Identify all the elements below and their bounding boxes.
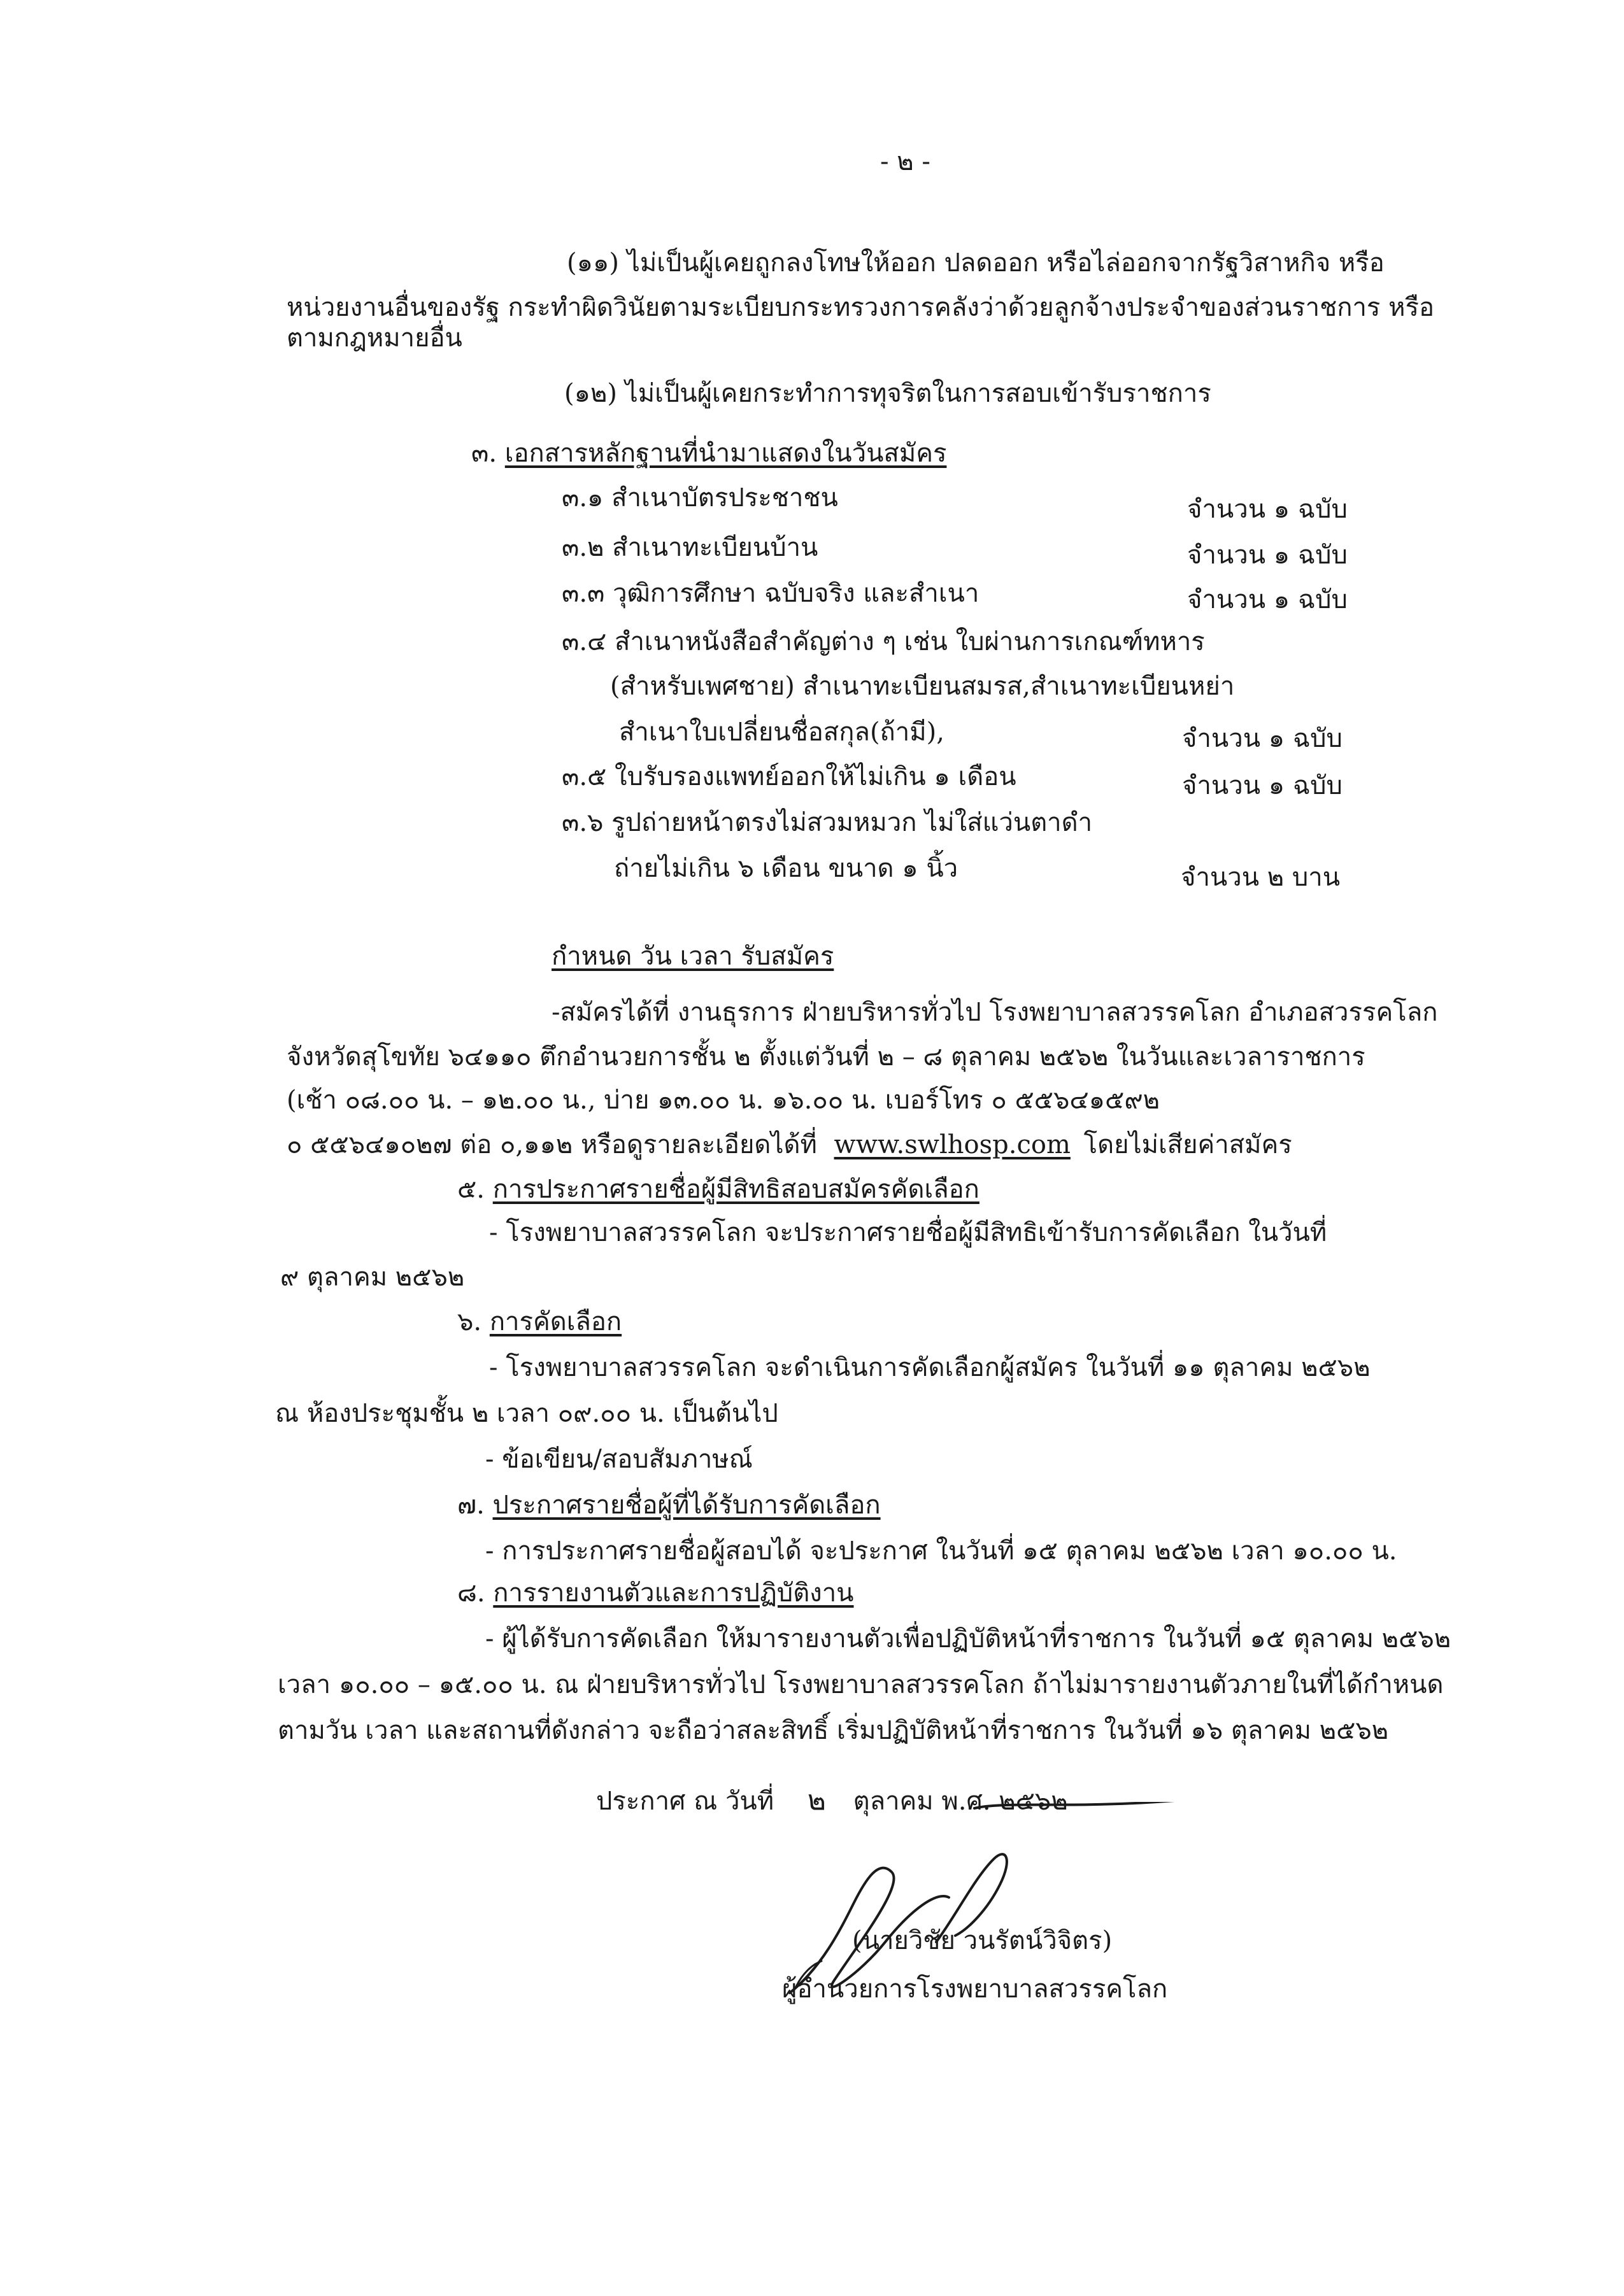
section-7-number: ๗. [457, 1491, 485, 1520]
clause-12: (๑๒) ไม่เป็นผู้เคยกระทำการทุจริตในการสอบเข้ารับราชการ [564, 379, 1211, 408]
announcement-day: ๒ [807, 1784, 826, 1817]
document-item: ๓.๒ สำเนาทะเบียนบ้าน [562, 533, 818, 562]
section-5-title: การประกาศรายชื่อผู้มีสิทธิสอบสมัครคัดเลือก [492, 1175, 979, 1204]
section-6-line-2: ณ ห้องประชุมชั้น ๒ เวลา ๐๙.๐๐ น. เป็นต้นไป [275, 1399, 778, 1428]
section-8-title: การรายงานตัวและการปฏิบัติงาน [493, 1578, 854, 1608]
document-item: ๓.๑ สำเนาบัตรประชาชน [562, 483, 838, 513]
schedule-contact: ๐ ๕๕๖๔๑๐๒๗ ต่อ ๐,๑๑๒ หรือดูรายละเอียดได้ที่ [287, 1130, 817, 1159]
document-item: สำเนาใบเปลี่ยนชื่อสกุล(ถ้ามี), [619, 718, 944, 747]
signatory-title: ผู้อำนวยการโรงพยาบาลสวรรคโลก [782, 1974, 1168, 2004]
clause-11-line-3: ตามกฎหมายอื่น [287, 323, 462, 353]
document-item: ถ่ายไม่เกิน ๖ เดือน ขนาด ๑ นิ้ว [614, 854, 958, 883]
section-8-number: ๘. [457, 1578, 485, 1608]
documents-heading [471, 436, 946, 471]
section-8-line-2: เวลา ๑๐.๐๐ – ๑๕.๐๐ น. ณ ฝ่ายบริหารทั่วไป โรงพยาบาลสวรรคโลก ถ้าไม่มารายงานตัวภายในที่ได้กำหนด [278, 1670, 1444, 1699]
document-quantity: จำนวน ๑ ฉบับ [1182, 771, 1343, 800]
schedule-heading: กำหนด วัน เวลา รับสมัคร [552, 942, 834, 971]
documents-heading-text: เอกสารหลักฐานที่นำมาแสดงในวันสมัคร [504, 439, 947, 468]
section-5-line-1: - โรงพยาบาลสวรรคโลก จะประกาศรายชื่อผู้มีสิทธิเข้ารับการคัดเลือก ในวันที่ [489, 1218, 1327, 1247]
schedule-fee-note: โดยไม่เสียค่าสมัคร [1083, 1130, 1292, 1159]
schedule-line-2: จังหวัดสุโขทัย ๖๔๑๑๐ ตึกอำนวยการชั้น ๒ ตั้งแต่วันที่ ๒ – ๘ ตุลาคม ๒๕๖๒ ในวันและเวลาราชการ [287, 1042, 1365, 1072]
document-item: (สำหรับเพศชาย) สำเนาทะเบียนสมรส,สำเนาทะเบียนหย่า [610, 672, 1235, 701]
section-8-line-1: - ผู้ได้รับการคัดเลือก ให้มารายงานตัวเพื่อปฏิบัติหน้าที่ราชการ ในวันที่ ๑๕ ตุลาคม ๒๕๖๒ [485, 1624, 1451, 1654]
schedule-line-4 [287, 1127, 1292, 1163]
section-6-heading [457, 1304, 622, 1340]
section-5-number: ๕. [457, 1175, 485, 1204]
section-7-line-1: - การประกาศรายชื่อผู้สอบได้ จะประกาศ ในวันที่ ๑๕ ตุลาคม ๒๕๖๒ เวลา ๑๐.๐๐ น. [485, 1536, 1397, 1566]
documents-heading-number: ๓. [471, 439, 497, 468]
schedule-line-3: (เช้า ๐๘.๐๐ น. – ๑๒.๐๐ น., บ่าย ๑๓.๐๐ น. ๑๖.๐๐ น. เบอร์โทร ๐ ๕๕๖๔๑๕๙๒ [287, 1086, 1160, 1115]
section-8-line-3: ตามวัน เวลา และสถานที่ดังกล่าว จะถือว่าสละสิทธิ์ เริ่มปฏิบัติหน้าที่ราชการ ในวันที่ ๑๖ ตุลาคม ๒๕๖๒ [278, 1716, 1389, 1745]
section-7-heading [457, 1487, 881, 1523]
document-quantity: จำนวน ๒ บาน [1181, 863, 1341, 892]
document-quantity: จำนวน ๑ ฉบับ [1187, 495, 1348, 524]
document-quantity: จำนวน ๑ ฉบับ [1187, 585, 1348, 614]
section-7-title: ประกาศรายชื่อผู้ที่ได้รับการคัดเลือก [492, 1491, 881, 1520]
announcement-prefix: ประกาศ ณ วันที่ [596, 1787, 774, 1816]
section-6-title: การคัดเลือก [489, 1307, 622, 1336]
section-6-line-1: - โรงพยาบาลสวรรคโลก จะดำเนินการคัดเลือกผู้สมัคร ในวันที่ ๑๑ ตุลาคม ๒๕๖๒ [489, 1353, 1371, 1382]
document-item: ๓.๔ สำเนาหนังสือสำคัญต่าง ๆ เช่น ใบผ่านการเกณฑ์ทหาร [562, 627, 1205, 656]
clause-11-line-1: (๑๑) ไม่เป็นผู้เคยถูกลงโทษให้ออก ปลดออก หรือไล่ออกจากรัฐวิสาหกิจ หรือ [567, 248, 1385, 278]
page-number: - ๒ - [880, 147, 930, 176]
section-5-line-2: ๙ ตุลาคม ๒๕๖๒ [280, 1263, 465, 1292]
document-item: ๓.๕ ใบรับรองแพทย์ออกให้ไม่เกิน ๑ เดือน [562, 762, 1016, 791]
announcement-suffix: ตุลาคม พ.ศ. ๒๕๖๒ [853, 1787, 1068, 1816]
website-link[interactable]: www.swlhosp.com [834, 1130, 1071, 1159]
section-6-number: ๖. [457, 1307, 482, 1336]
document-item: ๓.๖ รูปถ่ายหน้าตรงไม่สวมหมวก ไม่ใส่แว่นตาดำ [562, 808, 1093, 837]
clause-11-line-2: หน่วยงานอื่นของรัฐ กระทำผิดวินัยตามระเบียบกระทรวงการคลังว่าด้วยลูกจ้างประจำของส่วนราชการ หรือ [287, 293, 1434, 322]
document-quantity: จำนวน ๑ ฉบับ [1187, 541, 1348, 570]
document-item: ๓.๓ วุฒิการศึกษา ฉบับจริง และสำเนา [562, 579, 979, 608]
section-6-line-3: - ข้อเขียน/สอบสัมภาษณ์ [485, 1445, 753, 1474]
signatory-name: (นายวิชัย วนรัตน์วิจิตร) [852, 1926, 1113, 1955]
schedule-line-1: -สมัครได้ที่ งานธุรการ ฝ่ายบริหารทั่วไป โรงพยาบาลสวรรคโลก อำเภอสวรรคโลก [552, 998, 1438, 1027]
document-quantity: จำนวน ๑ ฉบับ [1182, 724, 1343, 753]
section-5-heading [457, 1172, 979, 1207]
section-8-heading [457, 1575, 854, 1611]
